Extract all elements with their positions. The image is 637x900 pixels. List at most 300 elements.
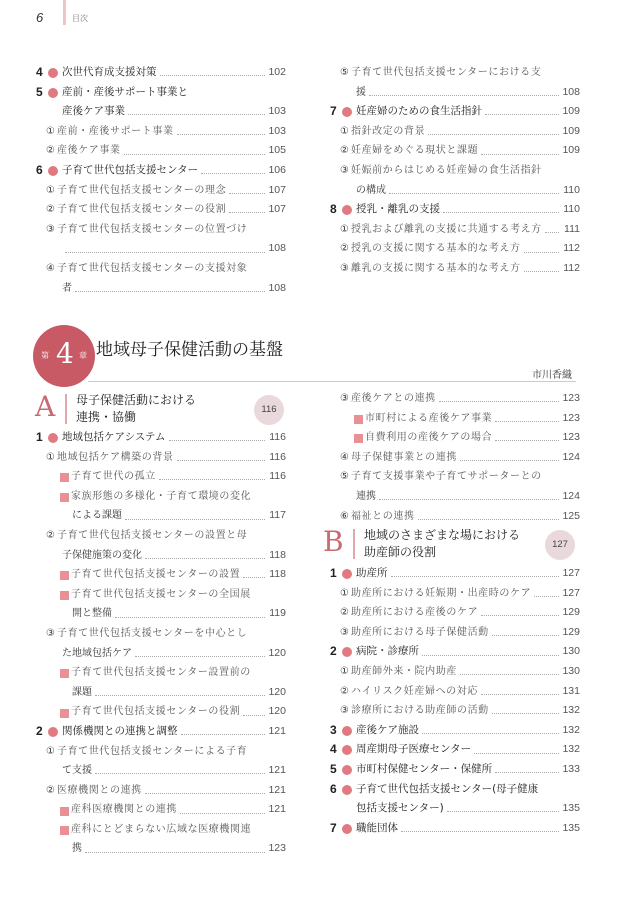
dot-leader	[379, 499, 559, 500]
bullet-dot-icon	[342, 107, 352, 117]
entry-page-number: 110	[563, 183, 580, 196]
circled-number: ③	[340, 393, 349, 404]
toc-entry[interactable]	[330, 63, 580, 83]
section-b-header[interactable]	[323, 527, 578, 563]
toc-entry[interactable]	[330, 682, 580, 702]
circled-number: ①	[340, 223, 349, 235]
entry-page-number: 108	[562, 85, 580, 98]
circled-number: ①	[46, 125, 55, 137]
entry-label: 離乳の支援に関する基本的な考え方	[350, 262, 521, 274]
dot-leader	[65, 252, 265, 253]
entry-label: 産後ケア施設	[356, 723, 419, 736]
toc-entry[interactable]	[330, 259, 580, 279]
circled-number: ④	[46, 262, 55, 274]
dot-leader	[391, 576, 560, 577]
entry-page-number: 123	[562, 431, 580, 444]
toc-entry[interactable]	[330, 467, 580, 487]
dot-leader	[524, 252, 559, 253]
toc-entry[interactable]	[36, 800, 286, 820]
section-a-title-line2: 連携・協働	[76, 410, 137, 424]
entry-label: 子育て支援事業や子育てサポーターとの	[350, 471, 542, 483]
entry-page-number: 123	[268, 842, 286, 855]
circled-number: ④	[340, 451, 349, 463]
entry-label: 助産師外来・院内助産	[350, 665, 457, 677]
entry-text	[340, 161, 580, 181]
dot-leader	[447, 811, 559, 812]
toc-entry[interactable]	[36, 702, 286, 722]
entry-label: 市町村保健センター・保健所	[356, 762, 493, 775]
toc-entry[interactable]	[36, 663, 286, 683]
entry-text	[356, 487, 580, 507]
square-bullet-icon	[60, 669, 69, 678]
entry-text	[72, 683, 286, 703]
entry-label: 子育て世代包括支援センターにおける支	[350, 67, 542, 78]
entry-text	[62, 722, 286, 742]
entry-page-number: 107	[268, 183, 286, 196]
entry-label: 授乳および離乳の支援に共通する考え方	[350, 223, 542, 235]
toc-entry[interactable]	[36, 83, 286, 103]
entry-label: 産前・産後サポート事業と	[62, 85, 188, 98]
entry-label: 子育て世代の孤立	[71, 471, 156, 483]
entry-page-number: 131	[562, 684, 580, 697]
square-bullet-icon	[60, 473, 69, 482]
entry-text	[356, 200, 580, 220]
dot-leader	[169, 440, 265, 441]
square-bullet-icon	[60, 571, 69, 580]
entry-text	[340, 448, 580, 468]
dot-leader	[401, 831, 559, 832]
entry-label: 妊産婦をめぐる現状と課題	[350, 145, 479, 157]
entry-page-number: 110	[563, 203, 580, 216]
toc-entry[interactable]	[330, 584, 580, 604]
dot-leader	[495, 440, 559, 441]
dot-leader	[85, 852, 265, 853]
dot-leader	[524, 271, 559, 272]
entry-text	[62, 428, 286, 448]
entry-text	[356, 780, 580, 800]
entry-text	[356, 740, 580, 760]
entry-page-number: 120	[268, 646, 286, 659]
entry-label: 福祉との連携	[350, 510, 415, 522]
entry-page-number: 132	[562, 743, 580, 756]
dot-leader	[495, 772, 559, 773]
section-a-bar	[65, 394, 67, 424]
entry-text	[356, 760, 580, 780]
entry-label: 次世代育成支援対策	[62, 66, 157, 78]
dot-leader	[159, 479, 265, 480]
dot-leader	[177, 134, 265, 135]
entry-page-number: 129	[562, 606, 580, 619]
entry-number: 1	[36, 430, 43, 444]
entry-page-number: 132	[562, 704, 580, 717]
entry-number: 2	[330, 644, 337, 659]
section-b-title-line1: 地域のさまざまな場における	[364, 528, 521, 542]
dot-leader	[95, 773, 265, 774]
toc-entry[interactable]	[330, 102, 580, 122]
entry-text	[356, 819, 580, 839]
entry-text	[340, 662, 580, 682]
bullet-dot-icon	[342, 647, 352, 657]
entry-text	[354, 428, 580, 448]
entry-label: ハイリスク妊産婦への対応	[350, 685, 478, 697]
bullet-dot-icon	[48, 166, 58, 176]
toc-entry[interactable]	[36, 220, 286, 240]
entry-text	[46, 742, 286, 762]
square-bullet-icon	[60, 493, 69, 502]
entry-number: 4	[330, 742, 337, 757]
toc-entry[interactable]	[36, 428, 286, 448]
chapter-prefix: 第	[41, 351, 49, 360]
entry-text	[62, 239, 286, 259]
entry-label: 病院・診療所	[356, 645, 419, 658]
entry-page-number: 118	[269, 568, 286, 581]
bullet-dot-icon	[48, 88, 58, 98]
circled-number: ③	[46, 627, 55, 639]
dot-leader	[439, 401, 559, 402]
entry-page-number: 121	[268, 783, 286, 796]
dot-leader	[75, 291, 265, 292]
entry-text	[340, 467, 580, 487]
toc-entry[interactable]	[330, 701, 580, 721]
toc-entry[interactable]	[330, 83, 580, 103]
toc-entry[interactable]	[330, 181, 580, 201]
toc-entry[interactable]	[36, 279, 286, 299]
toc-entry[interactable]	[36, 526, 286, 546]
toc-entry[interactable]	[36, 604, 286, 624]
entry-text	[356, 181, 580, 201]
square-bullet-icon	[60, 591, 69, 600]
entry-text	[46, 624, 286, 644]
toc-entry[interactable]	[330, 409, 580, 429]
circled-number: ②	[46, 529, 55, 541]
toc-entry[interactable]	[330, 200, 580, 220]
entry-page-number: 116	[269, 470, 286, 483]
toc-entry[interactable]	[330, 428, 580, 448]
circled-number: ①	[46, 745, 55, 757]
entry-label: 妊産婦のための食生活指針	[356, 105, 482, 118]
entry-text	[340, 603, 580, 623]
toc-entry[interactable]	[330, 760, 580, 780]
entry-label: 子育て世代包括支援センターの全国展	[71, 588, 251, 600]
circled-number: ⑥	[340, 510, 349, 522]
dot-leader	[115, 617, 265, 618]
entry-label: 援	[356, 86, 366, 98]
square-bullet-icon	[354, 415, 363, 424]
section-a-page-badge: 116	[254, 395, 284, 425]
entry-text	[340, 141, 580, 161]
toc-entry[interactable]	[36, 181, 286, 201]
entry-text	[72, 506, 286, 526]
entry-number: 7	[330, 104, 337, 119]
entry-text	[46, 181, 286, 201]
toc-entry[interactable]	[330, 161, 580, 181]
section-a-header[interactable]	[35, 392, 285, 428]
entry-number: 5	[330, 761, 337, 776]
entry-text	[62, 546, 286, 566]
toc-entry[interactable]	[330, 239, 580, 259]
entry-number: 8	[330, 202, 337, 217]
entry-label: 関係機関との連携と調整	[62, 724, 178, 737]
entry-text	[340, 259, 580, 279]
toc-entry[interactable]	[36, 683, 286, 703]
entry-label: 包括支援センター)	[356, 802, 444, 815]
entry-label: 産後ケア事業	[56, 145, 121, 157]
dot-leader	[485, 114, 559, 115]
toc-entry[interactable]	[36, 585, 286, 605]
dot-leader	[492, 635, 559, 636]
entry-text	[340, 122, 580, 142]
toc-entry[interactable]	[36, 141, 286, 161]
bullet-dot-icon	[342, 785, 352, 795]
toc-entry[interactable]	[36, 102, 286, 122]
entry-label: 指針改定の背景	[350, 125, 426, 137]
entry-page-number: 130	[562, 645, 580, 658]
entry-number: 6	[36, 162, 43, 177]
entry-page-number: 105	[268, 144, 286, 157]
toc-entry[interactable]	[330, 220, 580, 240]
toc-entry[interactable]	[330, 141, 580, 161]
chapter-badge	[33, 325, 95, 387]
entry-text	[356, 642, 580, 662]
dot-leader	[201, 173, 265, 174]
circled-number: ⑤	[340, 471, 349, 483]
chapter-suffix: 章	[79, 351, 87, 360]
entry-text	[356, 564, 580, 584]
dot-leader	[460, 460, 559, 461]
chapter-number: 4	[56, 337, 74, 370]
entry-label: 産科医療機関との連携	[71, 804, 177, 816]
toc-entry[interactable]	[36, 742, 286, 762]
entry-text	[356, 102, 580, 122]
entry-label: 子育て世代包括支援センターの設置	[71, 569, 241, 581]
entry-page-number: 135	[562, 821, 580, 834]
entry-text	[340, 623, 580, 643]
entry-page-number: 125	[562, 509, 580, 522]
entry-text	[46, 141, 286, 161]
entry-label: 母子保健事業との連携	[350, 451, 457, 463]
toc-entry[interactable]	[330, 740, 580, 760]
entry-page-number: 112	[563, 261, 580, 274]
toc-entry[interactable]	[330, 564, 580, 584]
circled-number: ③	[340, 164, 349, 176]
entry-label: た地域包括ケア	[62, 647, 132, 659]
toc-entry[interactable]	[330, 122, 580, 142]
entry-text	[46, 448, 286, 468]
toc-entry[interactable]	[36, 565, 286, 585]
entry-text	[340, 682, 580, 702]
entry-page-number: 107	[268, 203, 286, 216]
entry-text	[46, 259, 286, 279]
toc-entry[interactable]	[36, 839, 286, 859]
entry-text	[356, 799, 580, 819]
circled-number: ②	[46, 204, 55, 216]
toc-entry[interactable]	[36, 761, 286, 781]
entry-label: 診療所における助産師の活動	[350, 705, 489, 717]
toc-entry[interactable]	[330, 642, 580, 662]
dot-leader	[135, 656, 265, 657]
entry-label: 子育て世代包括支援センターの位置づけ	[56, 223, 248, 235]
entry-label: 子育て世代包括支援センターの設置と母	[56, 529, 248, 541]
entry-label: による課題	[72, 510, 122, 522]
section-a-title-line1: 母子保健活動における	[76, 393, 197, 407]
entry-number: 5	[36, 84, 43, 99]
entry-page-number: 108	[268, 242, 286, 255]
toc-entry[interactable]	[330, 448, 580, 468]
entry-label: 医療機関との連携	[56, 784, 142, 796]
toc-entry[interactable]	[36, 487, 286, 507]
dot-leader	[492, 713, 559, 714]
toc-entry[interactable]	[330, 662, 580, 682]
section-b-letter: B	[323, 525, 344, 558]
toc-bottom-right-b	[330, 564, 580, 838]
toc-entry[interactable]	[36, 820, 286, 840]
entry-label: 子育て世代包括支援センターを中心とし	[56, 627, 248, 639]
entry-text	[46, 122, 286, 142]
entry-label: 者	[62, 282, 72, 294]
toc-entry[interactable]	[330, 389, 580, 409]
entry-text	[60, 565, 286, 585]
page-number: 6	[36, 10, 44, 25]
entry-label: 地域包括ケアシステム	[62, 431, 166, 443]
toc-entry[interactable]	[36, 161, 286, 181]
section-b-page-badge: 127	[545, 530, 575, 560]
entry-number: 4	[36, 65, 43, 79]
entry-page-number: 112	[563, 242, 580, 255]
toc-entry[interactable]	[36, 624, 286, 644]
dot-leader	[481, 615, 559, 616]
entry-label: 自費利用の産後ケアの場合	[365, 432, 493, 444]
toc-entry[interactable]	[36, 63, 286, 83]
entry-label: 助産所における母子保健活動	[350, 626, 489, 638]
bullet-dot-icon	[342, 824, 352, 834]
entry-page-number: 121	[268, 803, 286, 816]
dot-leader	[422, 733, 559, 734]
entry-number: 7	[330, 820, 337, 835]
entry-text	[60, 487, 286, 507]
toc-entry[interactable]	[36, 448, 286, 468]
entry-label: 助産所における妊娠期・出産時のケア	[350, 587, 532, 599]
header-divider	[63, 0, 66, 25]
toc-entry[interactable]	[330, 603, 580, 623]
entry-text	[340, 63, 580, 83]
entry-page-number: 109	[562, 144, 580, 157]
chapter-rule	[88, 381, 576, 382]
toc-entry[interactable]	[36, 200, 286, 220]
entry-text	[62, 161, 286, 181]
entry-label: 連携	[356, 490, 376, 502]
entry-page-number: 120	[268, 685, 286, 698]
entry-label: 携	[72, 843, 82, 855]
entry-label: 開と整備	[72, 608, 112, 620]
dot-leader	[145, 558, 265, 559]
toc-top-left	[36, 63, 286, 298]
circled-number: ①	[46, 184, 55, 196]
toc-entry[interactable]	[330, 780, 580, 800]
toc-top-right	[330, 63, 580, 279]
dot-leader	[545, 232, 559, 233]
toc-entry[interactable]	[36, 781, 286, 801]
toc-entry[interactable]	[36, 546, 286, 566]
entry-label: 課題	[72, 686, 92, 698]
chapter-title[interactable]: 地域母子保健活動の基盤	[96, 340, 283, 360]
dot-leader	[124, 154, 265, 155]
entry-label: 家族形態の多様化・子育て環境の変化	[71, 490, 252, 502]
toc-entry[interactable]	[330, 799, 580, 819]
entry-page-number: 129	[562, 625, 580, 638]
entry-text	[46, 220, 286, 240]
entry-text	[62, 761, 286, 781]
section-b-bar	[353, 529, 355, 559]
entry-text	[62, 83, 286, 103]
dot-leader	[460, 674, 559, 675]
entry-label: 市町村による産後ケア事業	[365, 412, 493, 424]
dot-leader	[229, 193, 265, 194]
entry-label: 授乳・離乳の支援	[356, 203, 440, 216]
dot-leader	[125, 519, 265, 520]
entry-label: 職能団体	[356, 821, 398, 834]
entry-page-number: 118	[269, 548, 286, 561]
dot-leader	[422, 655, 559, 656]
toc-entry[interactable]	[330, 623, 580, 643]
entry-label: 助産所における産後のケア	[350, 607, 479, 619]
entry-page-number: 127	[562, 586, 580, 599]
entry-text	[340, 239, 580, 259]
entry-page-number: 123	[562, 392, 580, 404]
entry-page-number: 121	[268, 724, 286, 737]
dot-leader	[418, 519, 559, 520]
toc-entry[interactable]	[36, 259, 286, 279]
toc-entry[interactable]	[330, 507, 580, 527]
entry-label: 妊娠前からはじめる妊産婦の食生活指針	[350, 164, 542, 176]
toc-entry[interactable]	[36, 644, 286, 664]
entry-text	[356, 721, 580, 741]
toc-entry[interactable]	[36, 467, 286, 487]
chapter-author: 市川香織	[532, 370, 572, 381]
entry-page-number: 127	[562, 567, 580, 579]
entry-text	[62, 63, 286, 83]
toc-entry[interactable]	[36, 122, 286, 142]
toc-entry[interactable]	[330, 487, 580, 507]
entry-label: 子育て世代包括支援センターの役割	[71, 706, 241, 718]
entry-label: 子保健施策の変化	[62, 549, 142, 561]
dot-leader	[369, 95, 559, 96]
section-label: 目次	[72, 14, 88, 23]
toc-entry[interactable]	[330, 819, 580, 839]
entry-page-number: 103	[268, 124, 286, 137]
entry-text	[62, 644, 286, 664]
circled-number: ③	[340, 705, 349, 717]
circled-number: ①	[340, 125, 349, 137]
toc-entry[interactable]	[36, 239, 286, 259]
toc-entry[interactable]	[36, 506, 286, 526]
entry-label: 産科にとどまらない広域な医療機関連	[71, 823, 252, 835]
entry-label: て支援	[62, 765, 92, 777]
entry-text	[46, 200, 286, 220]
entry-label: 産後ケアとの連携	[350, 393, 436, 404]
bullet-dot-icon	[342, 726, 352, 736]
circled-number: ①	[340, 587, 349, 599]
entry-text	[62, 279, 286, 299]
entry-text	[60, 585, 286, 605]
entry-page-number: 124	[562, 450, 580, 463]
entry-label: 子育て世代包括支援センター(母子健康	[356, 782, 539, 795]
circled-number: ②	[340, 685, 349, 697]
circled-number: ①	[46, 451, 55, 463]
bullet-dot-icon	[342, 745, 352, 755]
toc-entry[interactable]	[36, 722, 286, 742]
bullet-dot-icon	[342, 765, 352, 775]
toc-entry[interactable]	[330, 721, 580, 741]
